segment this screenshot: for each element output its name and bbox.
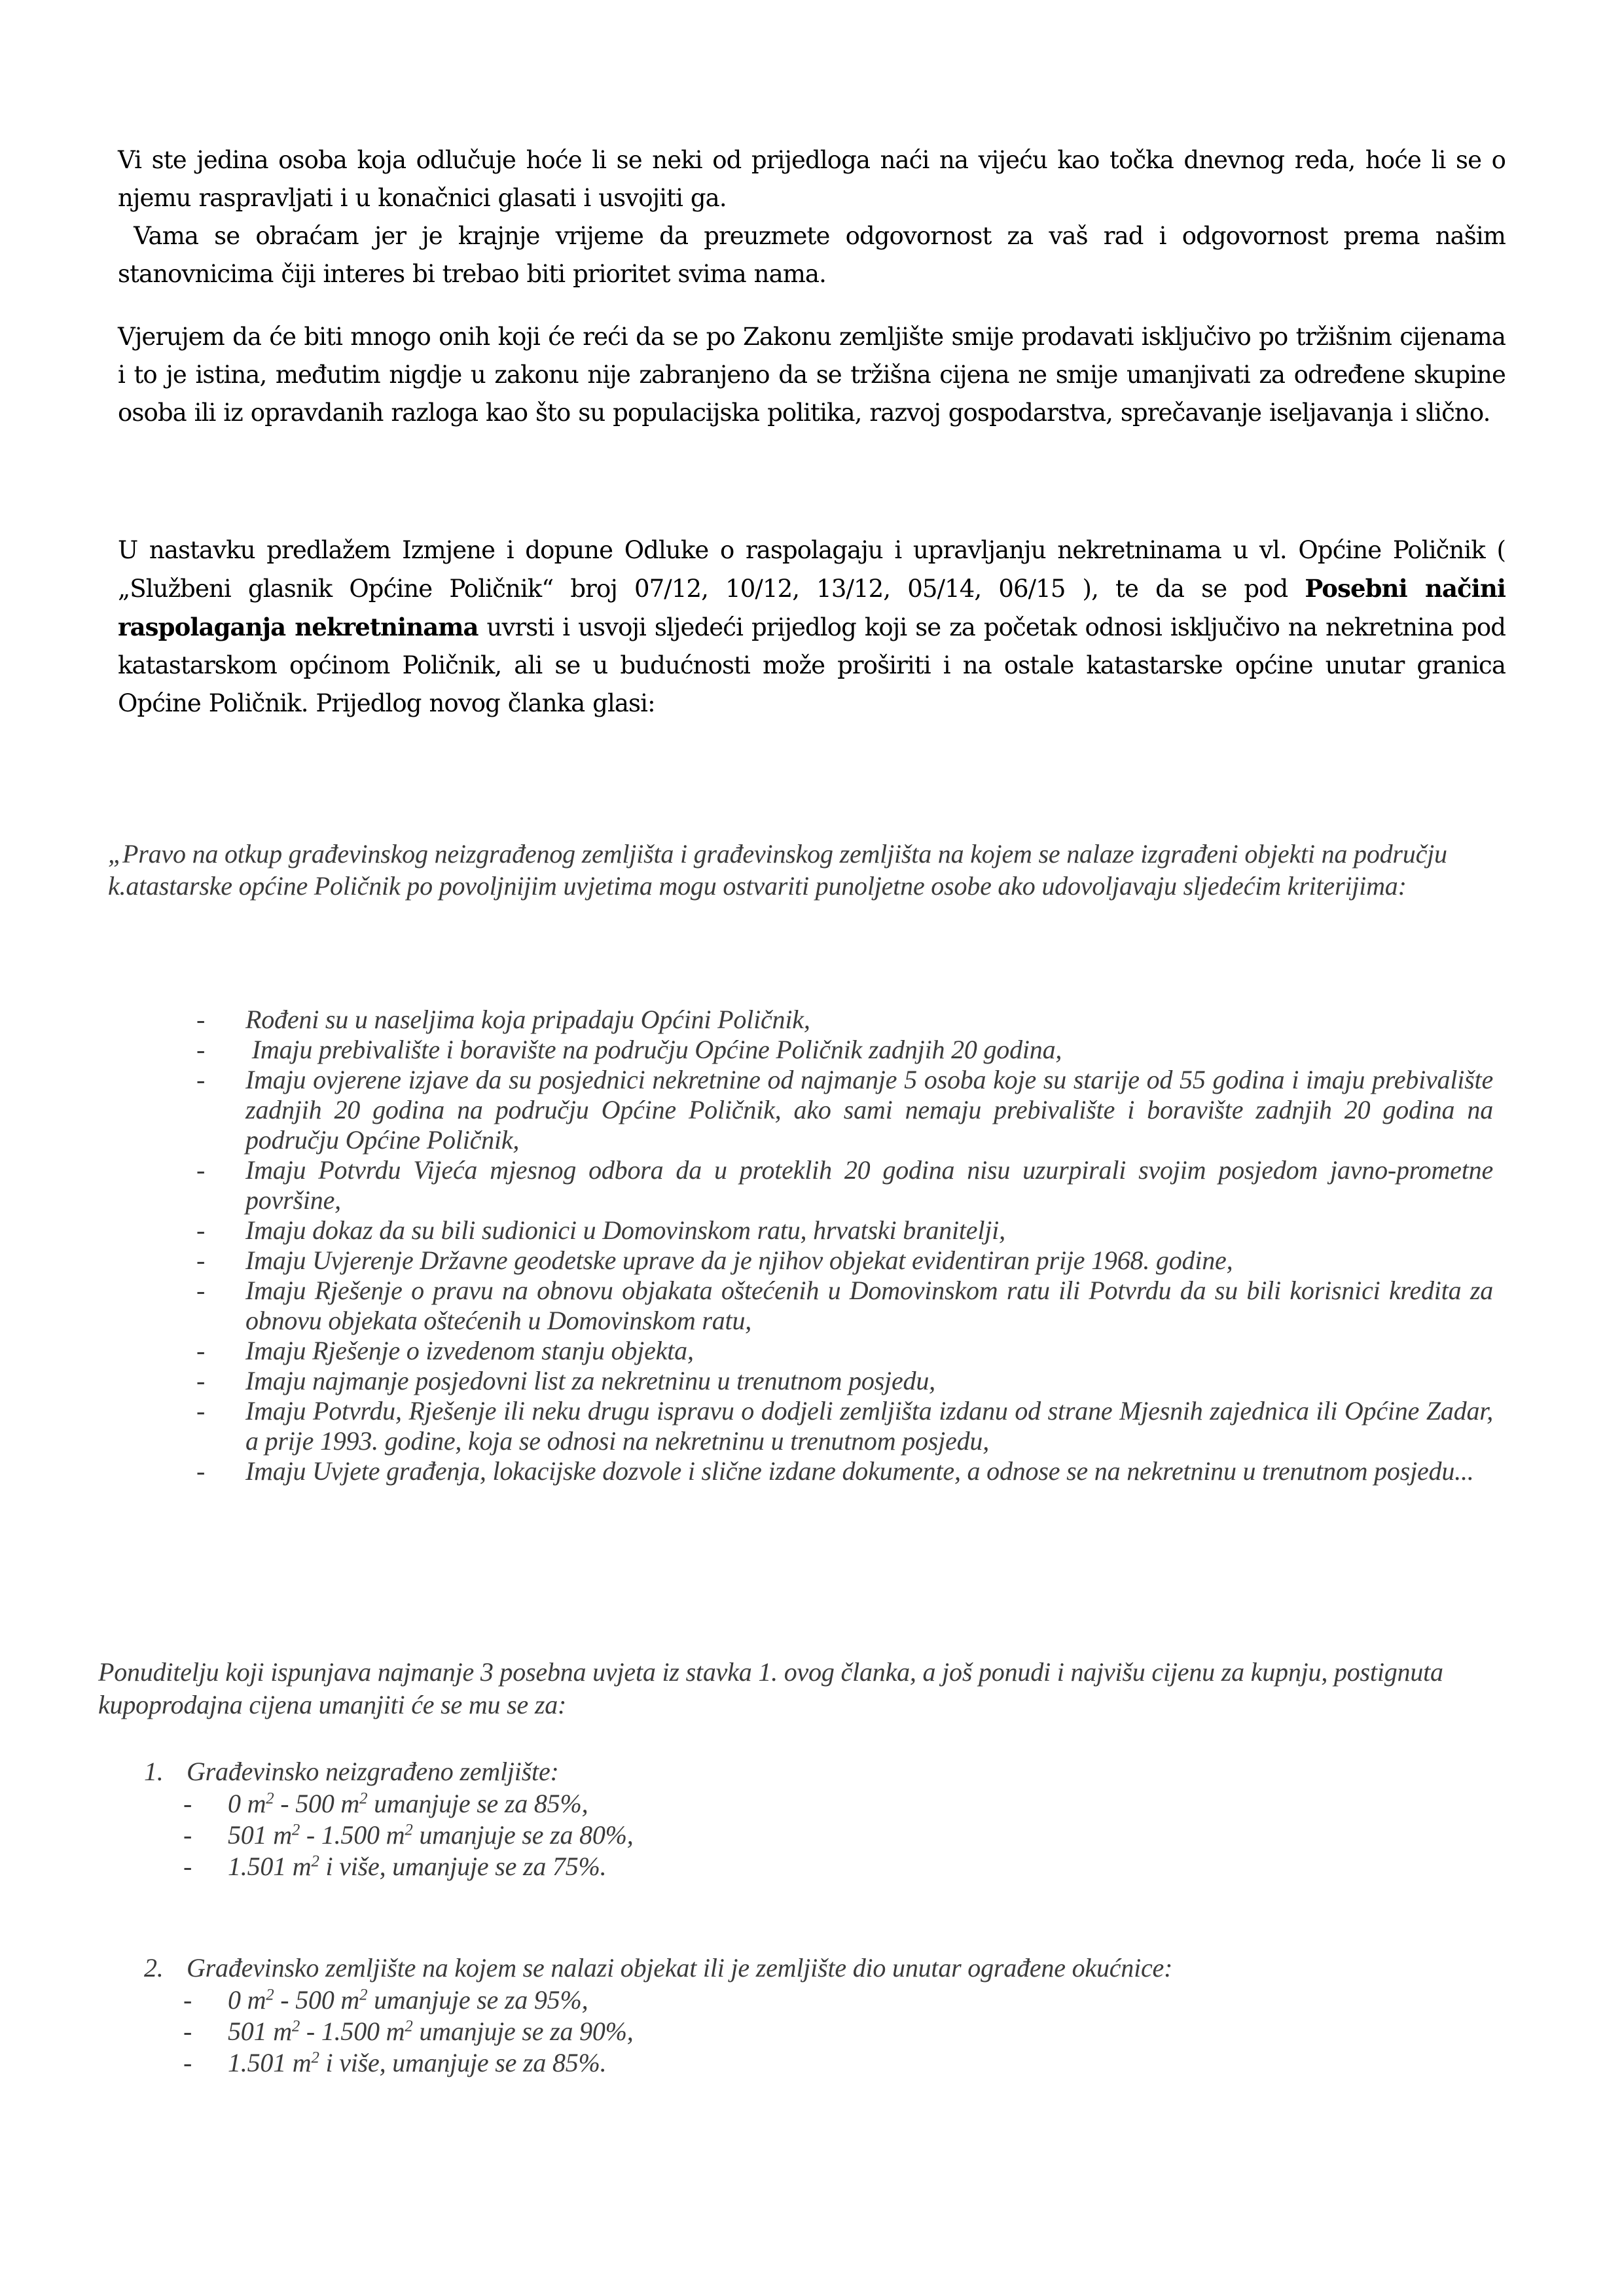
discount-text: umanjuje se za 80%, (412, 1820, 634, 1850)
dash-bullet-icon: - (196, 1396, 206, 1426)
criteria-text: Imaju Uvjete građenja, lokacijske dozvole i slične izdane dokumente, a odnose se na nekretninu u trenutnom posjedu... (245, 1456, 1474, 1486)
dash-bullet-icon: - (183, 2048, 192, 2077)
range-to: 500 m (295, 1789, 360, 1818)
category-number: 1. (144, 1757, 164, 1786)
list-item (0, 1336, 1624, 1366)
paragraph-text-after: uvrsti i usvoji sljedeći prijedlog koji se za početak odnosi isključivo na nekretnina pod katastarskom općinom Poličnik, ali se u budućnosti može proširiti i na ostale katastarske općine unutar granica Općine Poličnik. Prijedlog novog članka glasi: (118, 613, 1506, 717)
superscript: 2 (311, 1852, 319, 1871)
dash-bullet-icon: - (196, 1155, 206, 1185)
category-title (0, 1952, 1624, 1984)
range-from: 0 m (228, 1985, 266, 2015)
criteria-text: Imaju ovjerene izjave da su posjednici nekretnine od najmanje 5 osoba koje su starije od 55 godina i imaju prebivalište zadnjih 20 godina na području Općine Poličnik, ako sami nemaju prebivalište i boravište zadnjih 20 godina na području Općine Poličnik, (245, 1065, 1493, 1155)
dash-bullet-icon: - (183, 1820, 192, 1850)
dash-bullet-icon: - (196, 1246, 206, 1275)
list-item (0, 1788, 1624, 1820)
list-item (0, 2016, 1624, 2047)
list-item (0, 1276, 1624, 1336)
list-item (0, 1456, 1624, 1486)
category-title-text: Građevinsko zemljište na kojem se nalazi objekat ili je zemljište dio unutar ograđene okućnice: (187, 1953, 1173, 1982)
discount-text: i više, umanjuje se za 75%. (319, 1852, 607, 1881)
criteria-text: Rođeni su u naseljima koja pripadaju Općini Poličnik, (245, 1005, 810, 1034)
range-from: 501 m (228, 1820, 292, 1850)
dash-bullet-icon: - (196, 1276, 206, 1305)
discount-text: umanjuje se za 90%, (412, 2017, 634, 2046)
dash-bullet-icon: - (196, 1065, 206, 1094)
dash-bullet-icon: - (196, 1035, 206, 1064)
discount-list (0, 1788, 1624, 1882)
list-item (0, 1005, 1624, 1035)
range-to: 1.500 m (321, 1820, 405, 1850)
superscript: 2 (266, 1986, 274, 2004)
list-item (0, 1215, 1624, 1246)
category-2 (0, 1952, 1624, 2079)
category-1 (0, 1755, 1624, 1882)
list-item (0, 1366, 1624, 1396)
discount-list (0, 1984, 1624, 2079)
dash-bullet-icon: - (196, 1366, 206, 1395)
category-title (0, 1755, 1624, 1788)
superscript: 2 (359, 1986, 368, 2004)
criteria-text: Imaju Rješenje o pravu na obnovu objakata oštećenih u Domovinskom ratu ili Potvrdu da su bili korisnici kredita za obnovu objekata oštećenih u Domovinskom ratu, (245, 1276, 1493, 1335)
range-separator: - (274, 1789, 296, 1818)
list-item (0, 1396, 1624, 1456)
list-item (0, 1065, 1624, 1155)
paragraph-text-before: U nastavku predlažem Izmjene i dopune Odluke o raspolagaju i upravljanju nekretninama u vl. Općine Poličnik ( „Službeni glasnik Općine Poličnik“ broj 07/12, 10/12, 13/12, 05/14, 06/15 ), te da se pod (118, 536, 1506, 603)
paragraph-text (118, 531, 1506, 723)
discount-text: i više, umanjuje se za 85%. (319, 2048, 607, 2077)
paragraph-text: Vi ste jedina osoba koja odlučuje hoće li se neki od prijedloga naći na vijeću kao točka dnevnog reda, hoće li se o njemu raspravljati i u konačnici glasati i usvojiti ga. (118, 146, 1506, 212)
dash-bullet-icon: - (183, 1789, 192, 1818)
dash-bullet-icon: - (196, 1215, 206, 1245)
superscript: 2 (359, 1789, 368, 1808)
proposal-intro: „Pravo na otkup građevinskog neizgrađenog zemljišta i građevinskog zemljišta na kojem se nalaze izgrađeni objekti na području k.atastarske općine Poličnik po povoljnijim uvjetima mogu ostvariti punoljetne osobe ako udovoljavaju sljedećim kriterijima: (108, 839, 1447, 901)
superscript: 2 (291, 1821, 300, 1839)
superscript: 2 (311, 2049, 319, 2067)
range-from: 501 m (228, 2017, 292, 2046)
range-separator: - (274, 1985, 296, 2015)
list-item (0, 2047, 1624, 2079)
dash-bullet-icon: - (183, 2017, 192, 2046)
range-separator: - (300, 1820, 321, 1850)
criteria-text: Imaju Potvrdu Vijeća mjesnog odbora da u proteklih 20 godina nisu uzurpirali svojim posjedom javno-prometne površine, (245, 1155, 1493, 1215)
list-item (0, 1851, 1624, 1882)
list-item (0, 1984, 1624, 2016)
emphasis-heading: Posebni načini raspolaganja nekretninama (118, 574, 1506, 641)
criteria-text: Imaju Potvrdu, Rješenje ili neku drugu ispravu o dodjeli zemljišta izdanu od strane Mjesnih zajednica ili Općine Zadar, a prije 1993. godine, koja se odnosi na nekretninu u trenutnom posjedu, (245, 1396, 1493, 1456)
criteria-text: Imaju Uvjerenje Državne geodetske uprave da je njihov objekat evidentiran prije 1968. godine, (245, 1246, 1233, 1275)
discount-text: umanjuje se za 95%, (367, 1985, 588, 2015)
superscript: 2 (405, 2017, 413, 2036)
superscript: 2 (291, 2017, 300, 2036)
range-from: 1.501 m (228, 2048, 312, 2077)
superscript: 2 (405, 1821, 413, 1839)
dash-bullet-icon: - (183, 1985, 192, 2015)
paragraph-text: Vjerujem da će biti mnogo onih koji će reći da se po Zakonu zemljište smije prodavati isključivo po tržišnim cijenama i to je istina, međutim nigdje u zakonu nije zabranjeno da se tržišna cijena ne smije umanjivati za određene skupine osoba ili iz opravdanih razloga kao što su populacijska politika, razvoj gospodarstva, sprečavanje iseljavanja i slično. (118, 323, 1506, 427)
list-item (0, 1246, 1624, 1276)
criteria-text: Imaju dokaz da su bili sudionici u Domovinskom ratu, hrvatski branitelji, (245, 1215, 1005, 1245)
range-to: 1.500 m (321, 2017, 405, 2046)
paragraph-text: Vama se obraćam jer je krajnje vrijeme da preuzmete odgovornost za vaš rad i odgovornost prema našim stanovnicima čiji interes bi trebao biti prioritet svima nama. (118, 222, 1506, 288)
dash-bullet-icon: - (196, 1005, 206, 1034)
range-from: 1.501 m (228, 1852, 312, 1881)
criteria-list (0, 1005, 1624, 1486)
category-title-text: Građevinsko neizgrađeno zemljište: (187, 1757, 559, 1786)
letter-paragraph-4 (118, 531, 1506, 723)
letter-paragraph-3 (118, 318, 1506, 432)
offer-paragraph: Ponuditelju koji ispunjava najmanje 3 posebna uvjeta iz stavka 1. ovog članka, a još ponudi i najvišu cijenu za kupnju, postignuta kupoprodajna cijena umanjiti će se mu se za: (98, 1657, 1443, 1719)
letter-paragraph-1 (118, 141, 1506, 293)
dash-bullet-icon: - (196, 1336, 206, 1365)
list-item (0, 1820, 1624, 1851)
range-separator: - (300, 2017, 321, 2046)
criteria-text: Imaju prebivalište i boravište na području Općine Poličnik zadnjih 20 godina, (245, 1035, 1062, 1064)
range-to: 500 m (295, 1985, 360, 2015)
criteria-text: Imaju Rješenje o izvedenom stanju objekta, (245, 1336, 694, 1365)
list-item (0, 1155, 1624, 1215)
list-item (0, 1035, 1624, 1065)
discount-text: umanjuje se za 85%, (367, 1789, 588, 1818)
superscript: 2 (266, 1789, 274, 1808)
dash-bullet-icon: - (196, 1456, 206, 1486)
category-number: 2. (144, 1953, 164, 1982)
criteria-text: Imaju najmanje posjedovni list za nekretninu u trenutnom posjedu, (245, 1366, 935, 1395)
dash-bullet-icon: - (183, 1852, 192, 1881)
range-from: 0 m (228, 1789, 266, 1818)
